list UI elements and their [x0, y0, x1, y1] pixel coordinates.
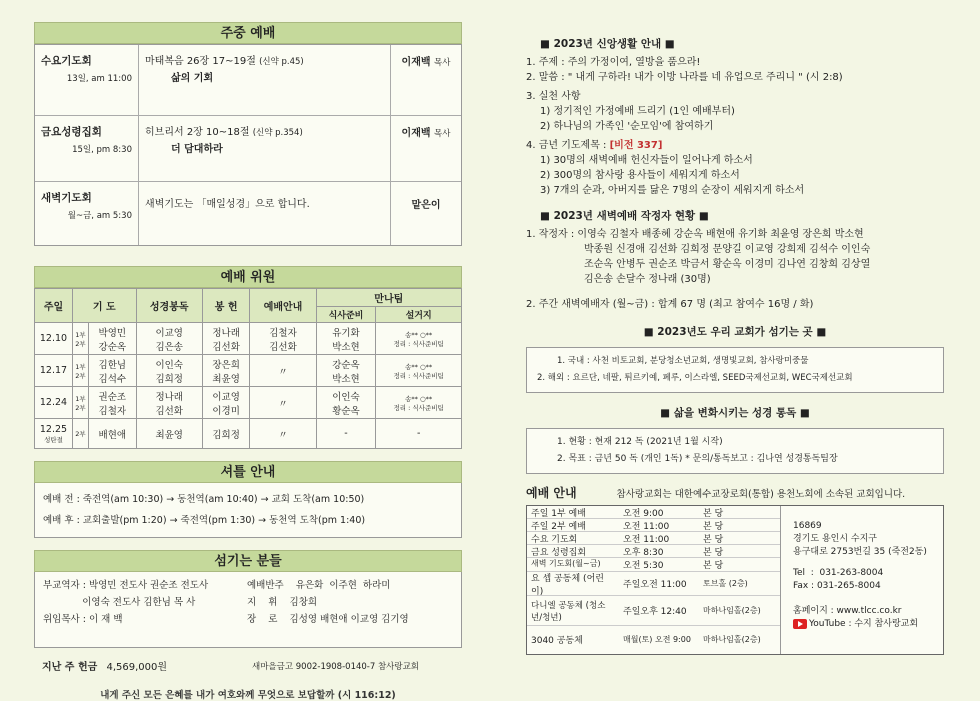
faith-line: 2. 말씀 : " 내게 구하라! 내가 이방 나라를 네 유업으로 주리니 " (시 2:8)	[526, 72, 843, 83]
worship-scripture: 마태복음 26장 17~19절	[145, 56, 256, 67]
worship-pastor: 이재백	[401, 128, 431, 139]
youtube-label: YouTube : 수지 참사랑교회	[809, 619, 919, 629]
worship-name: 금요성령집회	[41, 126, 102, 138]
weekly-worship-box	[34, 44, 462, 246]
cell-dishes: 송** ○**	[405, 394, 433, 403]
col-bible: 성경봉독	[136, 289, 202, 323]
cell-bible: 최윤영	[136, 419, 202, 449]
list-item	[527, 519, 780, 532]
worship-ref: (신약 p.354)	[252, 128, 303, 138]
cell-offering: 최윤영	[212, 373, 240, 385]
youtube-link[interactable]	[793, 618, 943, 631]
cell-meal: -	[316, 419, 376, 449]
cell-service: 1부	[75, 362, 86, 371]
right-page	[500, 0, 980, 693]
shuttle-box	[34, 483, 462, 538]
table-row	[35, 323, 462, 355]
cell-meal: 황순옥	[332, 405, 360, 417]
cell-offering: 이교영	[212, 391, 240, 403]
worship-title: 주중 예배	[34, 22, 462, 44]
cell-bible: 김선화	[155, 405, 183, 417]
cell-bible: 이교영	[155, 327, 183, 339]
offering-label: 지난 주 헌금	[42, 662, 98, 673]
postal-code: 16869	[793, 521, 822, 531]
cell-prayer: 권순조	[98, 391, 127, 403]
worship-time: 15일, pm 8:30	[72, 145, 132, 155]
cell-guide: 〃	[250, 419, 316, 449]
col-prayer: 기 도	[73, 289, 137, 323]
worship-row	[35, 181, 461, 245]
faith-line: 2) 300명의 참사랑 용사들이 세워지게 하소서	[540, 170, 740, 181]
cell-date: 12.10	[35, 323, 73, 355]
mission-line: 2. 해외 : 요르단, 네팔, 튀르키예, 페루, 이스라엘, SEED국제선교회, WEC국제선교회	[537, 373, 853, 383]
service-place: 토브홀 (2층)	[703, 579, 748, 588]
service-place: 본 당	[703, 509, 724, 519]
cell-meal: 박소현	[332, 341, 360, 353]
service-place: 마하나임홀(2층)	[703, 634, 761, 644]
partners-line: 장 로 김성영 배현애 이교영 김기영	[247, 614, 409, 625]
committee-table	[34, 288, 462, 449]
committee-title: 예배 위원	[34, 266, 462, 288]
partners-line: 예배반주 유은화 이주현 하라미	[247, 580, 391, 591]
cell-guide: 김철자	[269, 327, 297, 339]
service-time: 매월(토) 오전 9:00	[623, 634, 691, 644]
vision-badge: [비전 337]	[609, 140, 663, 151]
table-row	[35, 387, 462, 419]
cell-service: 1부	[75, 330, 86, 339]
col-guide: 예배안내	[250, 289, 316, 323]
list-item	[527, 506, 780, 519]
cell-meal: 유기화	[332, 327, 360, 339]
address-line: 경기도 용인시 수지구	[793, 534, 877, 544]
list-item	[527, 572, 780, 596]
service-time: 오전 11:00	[623, 535, 670, 545]
offering-amount: 4,569,000원	[106, 662, 168, 673]
cell-meal: 이인숙	[332, 391, 360, 403]
shuttle-title: 셔틀 안내	[34, 461, 462, 483]
cell-service: 2부	[75, 339, 86, 348]
list-item	[527, 596, 780, 626]
worship-ref: (신약 p.45)	[259, 57, 304, 67]
service-name: 주일 2부 예배	[531, 522, 586, 532]
service-place: 마하나임홀(2층)	[703, 606, 761, 615]
mission-box	[526, 347, 944, 393]
service-time: 오전 11:00	[623, 522, 670, 532]
mission-line: 1. 국내 : 사천 비토교회, 분당청소년교회, 생명빛교회, 참사랑미중물	[557, 356, 809, 366]
cell-prayer: 김석수	[98, 373, 127, 385]
worship-row	[35, 115, 461, 181]
service-time: 오전 5:30	[623, 561, 664, 571]
partners-line: 지 휘 김창희	[247, 597, 318, 608]
cell-date-sub: 성탄절	[44, 435, 63, 444]
cell-offering: 이경미	[212, 405, 240, 417]
worship-pastor: 이재백	[401, 57, 431, 68]
worship-scripture: 새벽기도는 「매일성경」으로 합니다.	[145, 199, 310, 210]
dawn-line: 1. 작정자 : 이영숙 김철자 배종혜 강순옥 배현애 유기화 최윤영 장은희 박소현	[526, 229, 864, 240]
partners-box	[34, 572, 462, 648]
cell-offering: 장은희	[212, 359, 240, 371]
cell-offering: 김선화	[212, 341, 240, 353]
cell-prayer: 김철자	[98, 405, 127, 417]
cell-prayer: 김한님	[98, 359, 127, 371]
partners-line: 이영숙 전도사 김한님 목 사	[43, 597, 196, 608]
table-row	[35, 355, 462, 387]
faith-line: 1) 30명의 새벽예배 헌신자들이 일어나게 하소서	[540, 155, 753, 166]
col-meal: 만나팀	[316, 289, 461, 307]
col-date: 주일	[35, 289, 73, 323]
cell-dishes: 송** ○**	[405, 330, 433, 339]
cell-date: 12.25	[39, 423, 68, 435]
cell-prayer: 박영민	[98, 327, 127, 339]
service-place: 본 당	[703, 522, 724, 532]
faith-line: 1) 정기적인 가정예배 드리기 (1인 예배부터)	[540, 106, 735, 117]
list-item	[527, 532, 780, 545]
shuttle-after: 예배 후 : 교회출발(pm 1:20) → 죽전역(pm 1:30) → 동천역 도착(pm 1:40)	[43, 515, 366, 526]
list-item	[527, 545, 780, 558]
worship-time: 13일, am 11:00	[66, 74, 132, 84]
cell-bible: 정나래	[155, 391, 183, 403]
faith-line: 3. 실천 사항	[526, 91, 581, 102]
faith-line: 3) 7개의 순과, 아버지를 닮은 7명의 순장이 세워지게 하소서	[540, 185, 805, 196]
service-schedule	[527, 506, 781, 654]
faith-line: 2) 하나님의 가족인 '순모임'에 참여하기	[540, 121, 714, 132]
service-time: 오후 8:30	[623, 548, 664, 558]
cell-meal: 강순옥	[332, 359, 360, 371]
cell-dishes: 정리 : 식사준비팀	[393, 371, 444, 380]
table-row	[35, 419, 462, 449]
service-info-header	[526, 484, 944, 501]
service-place: 본 당	[703, 548, 724, 558]
cell-offering: 김희정	[202, 419, 250, 449]
cell-service: 1부	[75, 394, 86, 403]
youtube-icon	[793, 619, 807, 629]
cell-service: 2부	[75, 403, 86, 412]
faith-title: ■ 2023년 신앙생활 안내 ■	[540, 38, 675, 50]
partners-line: 부교역자 : 박영민 전도사 권순조 전도사	[43, 580, 209, 591]
service-place: 본 당	[703, 561, 724, 571]
offering-summary	[34, 658, 462, 673]
partners-line: 위임목사 : 이 재 백	[43, 614, 123, 625]
service-name: 수요 기도회	[531, 535, 578, 545]
worship-scripture: 히브리서 2장 10~18절	[145, 127, 250, 138]
cell-dishes: 송** ○**	[405, 362, 433, 371]
partners-title: 섬기는 분들	[34, 550, 462, 572]
cell-meal: 박소현	[332, 373, 360, 385]
church-contact	[781, 506, 943, 654]
cell-guide: 〃	[250, 387, 316, 419]
shuttle-before: 예배 전 : 죽전역(am 10:30) → 동천역(am 10:40) → 교회 도착(am 10:50)	[43, 494, 365, 505]
dawn-line: 조순옥 안병두 권순조 박금서 황순옥 이경미 김나연 김창희 김상열	[584, 259, 871, 270]
faith-line: 1. 주제 : 주의 가정이여, 열방을 품으라!	[526, 57, 701, 68]
cell-guide: 김선화	[269, 341, 297, 353]
faith-line: 4. 금년 기도제목 :	[526, 140, 607, 151]
service-place: 본 당	[703, 535, 724, 545]
bible-verse: 내게 주신 모든 은혜를 내가 여호와께 무엇으로 보답할까 (시 116:12)	[100, 690, 396, 701]
phone: Tel : 031-263-8004	[793, 568, 884, 578]
service-info-title: 예배 안내	[526, 486, 577, 500]
service-name: 금요 성령집회	[531, 548, 587, 558]
bible-reading-box	[526, 428, 944, 474]
worship-role: 목사	[434, 129, 451, 139]
cell-service: 2부	[75, 371, 86, 380]
col-meal-prep: 식사준비	[316, 307, 376, 323]
service-name: 새벽 기도회(월~금)	[531, 559, 601, 568]
cell-dishes: 정리 : 식사준비팀	[393, 403, 444, 412]
cell-offering: 정나래	[212, 327, 240, 339]
service-time: 오전 9:00	[623, 509, 664, 519]
worship-time: 월~금, am 5:30	[67, 211, 132, 221]
fax: Fax : 031-265-8004	[793, 581, 881, 591]
dawn-line: 2. 주간 새벽예배자 (월~금) : 합계 67 명 (최고 참여수 16명 / 화)	[526, 299, 814, 310]
cell-service: 2부	[73, 419, 89, 449]
bible-reading-line: 1. 현황 : 현재 212 독 (2021년 1월 시작)	[557, 437, 723, 447]
bible-reading-line: 2. 목표 : 금년 50 독 (개인 1독) * 문의/통독보고 : 김나연 성경통독팀장	[557, 454, 838, 464]
cell-date: 12.24	[35, 387, 73, 419]
bible-reading-title: ■ 삶을 변화시키는 성경 통독 ■	[660, 407, 810, 419]
service-time: 주일오전 11:00	[623, 580, 687, 590]
worship-name: 수요기도회	[41, 55, 92, 67]
cell-bible: 이인숙	[155, 359, 183, 371]
cell-date: 12.17	[35, 355, 73, 387]
cell-prayer: 강순옥	[98, 341, 127, 353]
dawn-line: 박종원 신경애 김선화 김희정 문양길 이교영 강희제 김석수 이인숙	[584, 244, 871, 255]
service-name: 3040 공동체	[531, 635, 583, 646]
cell-prayer: 배현애	[89, 419, 137, 449]
dawn-title: ■ 2023년 새벽예배 작정자 현황 ■	[540, 210, 709, 222]
mission-title: ■ 2023년도 우리 교회가 섬기는 곳 ■	[643, 326, 827, 338]
worship-sermon: 삶의 기회	[171, 73, 214, 84]
col-dishes: 설거지	[376, 307, 462, 323]
service-name: 요 셉 공동체 (어린이)	[531, 573, 604, 597]
cell-dishes: -	[376, 419, 462, 449]
homepage-link[interactable]: 홈페이지 : www.tlcc.co.kr	[793, 606, 902, 616]
dawn-line: 김은송 손달수 정나래 (30명)	[584, 274, 711, 285]
worship-row	[35, 45, 461, 115]
service-time: 주일오후 12:40	[623, 607, 687, 617]
cell-bible: 김은송	[155, 341, 183, 353]
service-name: 다니엘 공동체 (청소년/청년)	[531, 600, 606, 623]
service-info-box	[526, 505, 944, 655]
worship-name: 새벽기도회	[41, 192, 92, 204]
cell-dishes: 정리 : 식사준비팀	[393, 339, 444, 348]
cell-bible: 김희정	[155, 373, 183, 385]
address-line: 용구대로 2753번길 35 (죽전2동)	[793, 547, 927, 557]
bank-account: 새마을금고 9002-1908-0140-7 참사랑교회	[252, 662, 420, 672]
cell-guide: 〃	[250, 355, 316, 387]
church-affiliation: 참사랑교회는 대한예수교장로회(통합) 용천노회에 소속된 교회입니다.	[616, 489, 906, 500]
service-name: 주일 1부 예배	[531, 509, 586, 519]
worship-pastor: 맡은이	[411, 200, 441, 211]
col-offering: 봉 헌	[202, 289, 250, 323]
list-item	[527, 626, 780, 652]
worship-role: 목사	[434, 58, 451, 68]
worship-sermon: 더 담대하라	[171, 144, 223, 155]
